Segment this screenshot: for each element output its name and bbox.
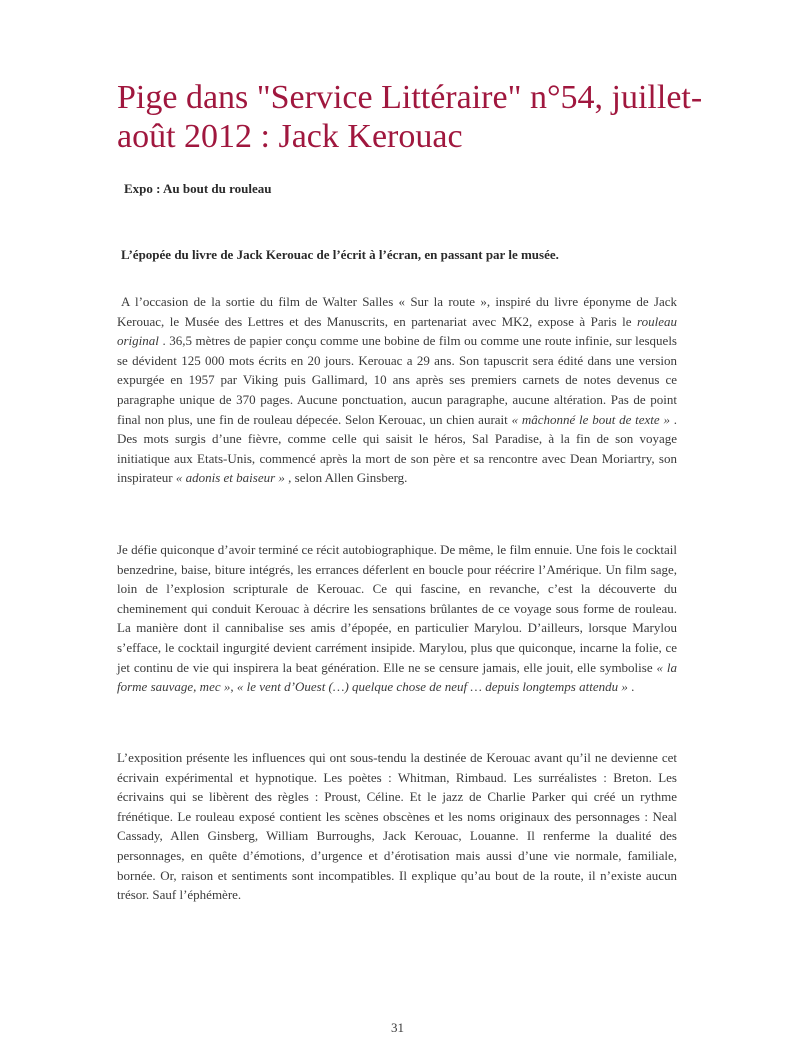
p1-text-c: . 36,5 mètres de papier conçu comme une bobine de film ou comme une route infinie, sur lesquels se dévident 125 000 mots écrits en 20 jours. Kerouac a 29 ans. Son tapuscrit sera édité dans une version expurgée en 1957 par Viking puis Gallimard, 10 ans après ses premiers carnets de notes devenus ce paragraphe unique de 370 pages. Aucune ponctuation, aucun paragraphe, aucune altération. Pas de point final non plus, une fin de rouleau dépecée. Selon Kerouac, un chien aurait <box>117 333 677 427</box>
p1-italic-quote-2: « adonis et baiseur » <box>175 470 285 486</box>
body-paragraph-1 <box>117 292 677 488</box>
p2-text-e: . <box>627 679 635 695</box>
page-number: 31 <box>391 1020 404 1035</box>
body-paragraph-2 <box>117 540 677 697</box>
p1-text-g: , selon Allen Ginsberg. <box>284 470 408 486</box>
p2-text-a: Je défie quiconque d’avoir terminé ce récit autobiographique. De même, le film ennuie. Une fois le cocktail benzedrine, baise, biture intégrés, les errances déferlent en boucle pour réécrire l’Amérique. Un film sage, loin de l’explosion scripturale de Kerouac. Ce qui fascine, en revanche, c’est la découverte du cheminement qui conduit Kerouac à décrire les sensations brûlantes de ce voyage sous forme de rouleau. La manière dont il cannibalise ses amis d’épopée, en particulier Marylou. D’ailleurs, lorsque Marylou s’efface, le cocktail ingurgité devient carrément insipide. Marylou, plus que quiconque, incarne la folie, ce jet continu de vie qui inspirera la beat génération. Elle ne se censure jamais, elle jouit, elle symbolise <box>117 542 677 675</box>
p2-text-c: , <box>230 679 237 695</box>
p1-italic-rouleau: rouleau original <box>117 313 677 349</box>
p2-italic-quote-1: « la forme sauvage, mec » <box>117 659 677 695</box>
p1-italic-quote-1: « mâchonné le bout de texte » <box>511 411 670 427</box>
section-subtitle: Expo : Au bout du rouleau <box>124 181 272 196</box>
body-paragraph-3: L’exposition présente les influences qui ont sous-tendu la destinée de Kerouac avant qu’il ne devienne cet écrivain expérimental et hypnotique. Les poètes : Whitman, Rimbaud. Les surréalistes : Breton. Les écrivains qui se libèrent des règles : Proust, Céline. Et le jazz de Charlie Parker qui créé un rythme frénétique. Le rouleau exposé contient les scènes obscènes et les noms originaux des personnages : Neal Cassady, Allen Ginsberg, William Burroughs, Jack Kerouac, Louanne. Il renferme la dualité des personnages, en quête d’émotions, d’urgence et d’érotisation mais aussi d’une vie normale, familiale, bornée. Or, raison et sentiments sont incompatibles. Il explique qu’au bout de la route, il n’existe aucun trésor. Sauf l’éphémère. <box>117 750 677 903</box>
page-title: Pige dans "Service Littéraire" n°54, juillet-août 2012 : Jack Kerouac <box>117 79 703 155</box>
p1-text-a: A l’occasion de la sortie du film de Walter Salles « Sur la route », inspiré du livre éponyme de Jack Kerouac, le Musée des Lettres et des Manuscrits, en partenariat avec MK2, expose à Paris le <box>117 294 677 329</box>
p2-italic-quote-2: « le vent d’Ouest (…) quelque chose de neuf … depuis longtemps attendu » <box>236 679 628 695</box>
lead-paragraph: L’épopée du livre de Jack Kerouac de l’écrit à l’écran, en passant par le musée. <box>121 247 559 262</box>
p1-text-e: . Des mots surgis d’une fièvre, comme celle qui saisit le héros, Sal Paradise, à la fin de son voyage initiatique aux Etats-Unis, commencé après la mort de son père et sa rencontre avec Dean Moriartry, son inspirateur <box>117 411 677 486</box>
